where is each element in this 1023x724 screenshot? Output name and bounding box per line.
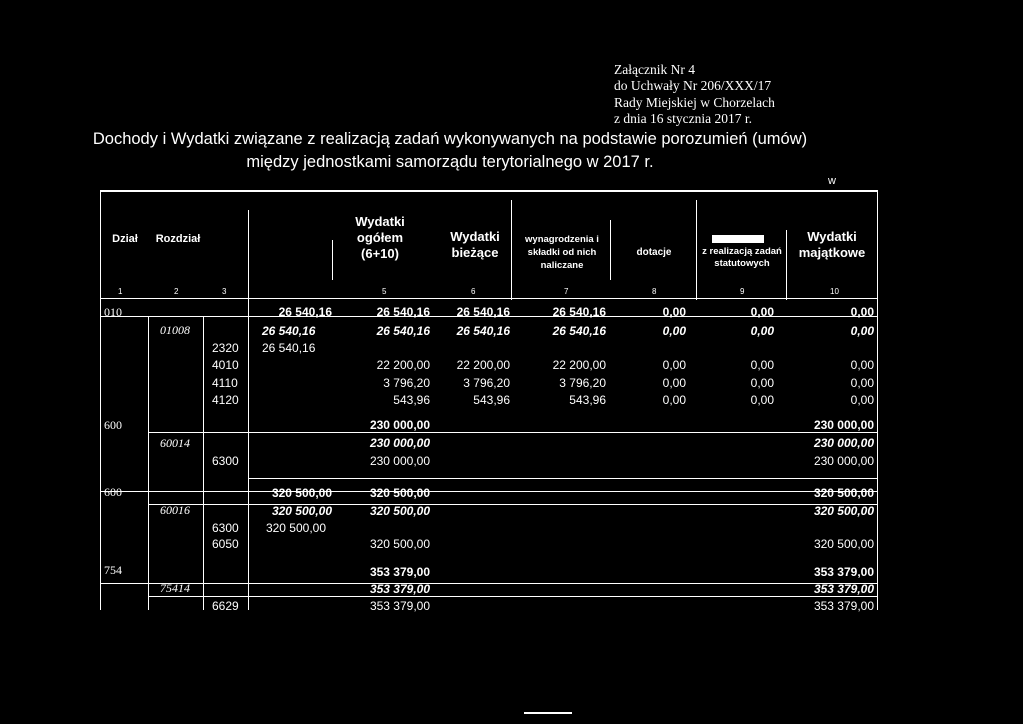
value-col5: 320 500,00 xyxy=(271,486,332,500)
value-ogolem: 320 500,00 xyxy=(369,504,430,518)
value-statutowe: 0,00 xyxy=(750,376,774,390)
document-title-line-2: między jednostkami samorządu terytorialnego w 2017 r. xyxy=(246,153,654,171)
value-wynagrodzenia: 543,96 xyxy=(569,393,606,407)
value-ogolem: 353 379,00 xyxy=(369,599,430,613)
rozdzial-code: 60016 xyxy=(160,503,190,517)
value-biezace: 22 200,00 xyxy=(376,358,430,372)
value-ogolem: 353 379,00 xyxy=(369,582,430,596)
value-dotacje: 0,00 xyxy=(662,324,686,338)
value-biezace: 26 540,16 xyxy=(376,324,430,338)
document-title-line-1: Dochody i Wydatki związane z realizacją zadań wykonywanych na podstawie porozumień (umów) xyxy=(92,130,808,148)
dzial-code: 600 xyxy=(104,485,122,499)
value-statutowe: 0,00 xyxy=(750,393,774,407)
rozdzial-code: 75414 xyxy=(160,581,190,595)
col-number: 3 xyxy=(222,287,227,296)
value-ogolem: 320 500,00 xyxy=(369,537,430,551)
header-wydatki-majatkowe: Wydatki majątkowe xyxy=(798,229,866,260)
header-dzial: Dział xyxy=(112,233,138,245)
value-majatkowe: 320 500,00 xyxy=(813,504,874,518)
annex-line-4: z dnia 16 stycznia 2017 r. xyxy=(614,110,752,126)
paragraf-code: 6629 xyxy=(212,599,239,613)
value-majatkowe: 0,00 xyxy=(850,393,874,407)
value-majatkowe: 230 000,00 xyxy=(813,436,874,450)
value-wynagrodzenia: 26 540,16 xyxy=(552,305,606,319)
col-number: 5 xyxy=(382,287,387,296)
header-rozdzial: Rozdział xyxy=(155,233,201,245)
value-biezace-2: 26 540,16 xyxy=(456,324,510,338)
value-majatkowe: 353 379,00 xyxy=(813,599,874,613)
col-number: 6 xyxy=(471,287,476,296)
header-wydatki-biezace: Wydatki bieżące xyxy=(450,229,500,260)
col-number: 2 xyxy=(174,287,179,296)
value-majatkowe: 320 500,00 xyxy=(813,486,874,500)
header-statutowe: z realizacją zadań statutowych xyxy=(702,246,782,269)
col-number: 1 xyxy=(118,287,123,296)
value-majatkowe: 353 379,00 xyxy=(813,565,874,579)
value-majatkowe: 230 000,00 xyxy=(813,454,874,468)
value-majatkowe: 0,00 xyxy=(850,305,874,319)
value-biezace: 26 540,16 xyxy=(376,305,430,319)
value-majatkowe: 320 500,00 xyxy=(813,537,874,551)
col-number: 9 xyxy=(740,287,745,296)
value-wynagrodzenia: 3 796,20 xyxy=(559,376,606,390)
paragraf-code: 2320 xyxy=(212,341,239,355)
paragraf-code: 6300 xyxy=(212,454,239,468)
value-majatkowe: 353 379,00 xyxy=(813,582,874,596)
annex-line-1: Załącznik Nr 4 xyxy=(614,62,695,77)
col-number: 8 xyxy=(652,287,657,296)
value-ogolem: 230 000,00 xyxy=(369,454,430,468)
stamp-mark xyxy=(712,235,764,243)
value-biezace: 543,96 xyxy=(393,393,430,407)
annex-line-3: Rady Miejskiej w Chorzelach xyxy=(614,94,775,110)
value-biezace: 3 796,20 xyxy=(383,376,430,390)
header-dotacje: dotacje xyxy=(636,247,672,258)
dzial-code: 010 xyxy=(104,305,122,319)
value-ogolem: 26 540,16 xyxy=(262,324,316,338)
value-dotacje: 0,00 xyxy=(662,305,686,319)
value-majatkowe: 230 000,00 xyxy=(813,418,874,432)
value-dotacje: 0,00 xyxy=(662,393,686,407)
paragraf-code: 6300 xyxy=(212,521,239,535)
col-number: 7 xyxy=(564,287,569,296)
value-statutowe: 0,00 xyxy=(750,305,774,319)
value-majatkowe: 0,00 xyxy=(850,358,874,372)
col-number: 10 xyxy=(830,287,839,296)
value-biezace-2: 543,96 xyxy=(473,393,510,407)
value-ogolem: 320 500,00 xyxy=(369,486,430,500)
rozdzial-code: 01008 xyxy=(160,323,190,337)
header-wynagrodzenia: wynagrodzenia i składki od nich naliczane xyxy=(525,234,599,271)
value-ogolem: 230 000,00 xyxy=(369,436,430,450)
value-biezace-2: 3 796,20 xyxy=(463,376,510,390)
dzial-code: 600 xyxy=(104,418,122,432)
rozdzial-code: 60014 xyxy=(160,436,190,450)
corner-label: w xyxy=(828,175,836,187)
value-biezace-2: 22 200,00 xyxy=(456,358,510,372)
value-ogolem: 26 540,16 xyxy=(278,305,332,319)
value-majatkowe: 0,00 xyxy=(850,324,874,338)
value-ogolem: 230 000,00 xyxy=(369,418,430,432)
annex-line-2: do Uchwały Nr 206/XXX/17 xyxy=(614,78,772,94)
paragraf-code: 6050 xyxy=(212,537,239,551)
value-col5: 320 500,00 xyxy=(265,521,326,535)
value-biezace-2: 26 540,16 xyxy=(456,305,510,319)
paragraf-code: 4010 xyxy=(212,358,239,372)
value-majatkowe: 0,00 xyxy=(850,376,874,390)
value-wynagrodzenia: 26 540,16 xyxy=(552,324,606,338)
value-wynagrodzenia: 22 200,00 xyxy=(552,358,606,372)
value-ogolem: 26 540,16 xyxy=(262,341,316,355)
value-dotacje: 0,00 xyxy=(662,376,686,390)
value-dotacje: 0,00 xyxy=(662,358,686,372)
dzial-code: 754 xyxy=(104,563,122,577)
paragraf-code: 4110 xyxy=(212,376,238,390)
value-ogolem: 353 379,00 xyxy=(369,565,430,579)
value-col5: 320 500,00 xyxy=(271,504,332,518)
value-statutowe: 0,00 xyxy=(750,324,774,338)
paragraf-code: 4120 xyxy=(212,393,239,407)
annex-block xyxy=(614,62,775,127)
header-wydatki-ogolem: Wydatki ogółem (6+10) xyxy=(355,214,405,261)
value-statutowe: 0,00 xyxy=(750,358,774,372)
